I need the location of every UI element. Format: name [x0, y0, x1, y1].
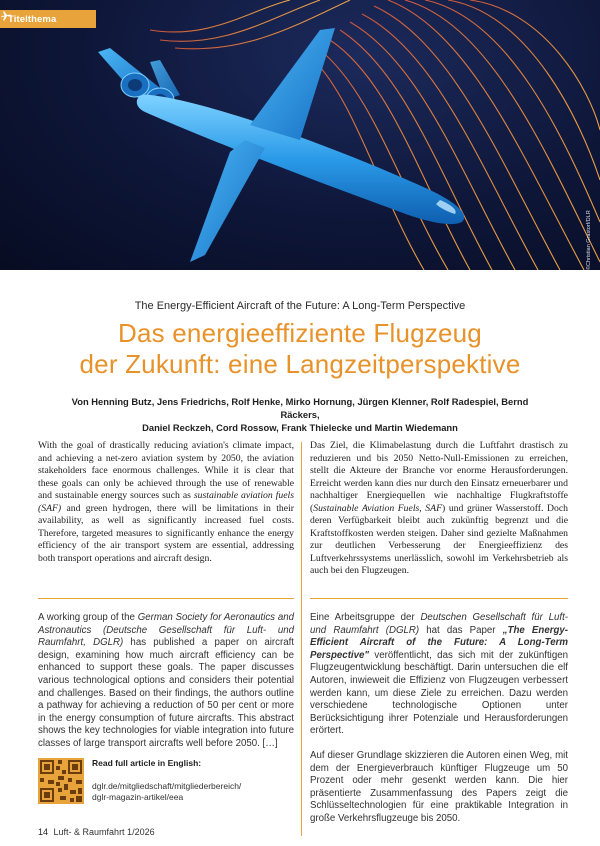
read-full-title: Read full article in English: [92, 758, 202, 768]
body-text-b: has published a paper on aircraft design, examining how much aircraft efficiency can be enhanced to support these goals. The paper discusses various technological options and considers their potential and challenges. Based on their findings, the authors outline a pathway for achieving a reduction of 50 per cent or more in the energy consumption of future aircrafts. This abstract shows the key technologies for viable integration into future classes of large transport aircrafts well before 2050. […] [38, 637, 294, 749]
english-abstract-intro [38, 440, 294, 565]
article-title-line1: Das energieeffiziente Flugzeug [118, 318, 482, 348]
intro-text-b: and green hydrogen, there will be limitations in their availability, as well as significantly increased fuel costs. Therefore, targeted measures to significantly enhance the energy efficiency of the air transport system are essential, addressing both transport operations and aircraft design. [38, 502, 294, 564]
intro-text-a: With the goal of drastically reducing aviation's climate impact, and achieving a net-zero aviation system by 2050, the aviation stakeholders face enormous challenges. While it is clear that these goals can only be achieved through the use of renewable and sustainable energy sources such as [38, 440, 294, 501]
image-credit-text: ©Christian Grastorf/DLR [586, 210, 592, 270]
intro-text-em: sustainable aviation fuels (SAF) [38, 490, 294, 514]
german-abstract-intro [310, 440, 568, 578]
article-authors [60, 395, 540, 434]
page-number: 14 [38, 827, 49, 837]
body-text-em: German Society for Aeronautics and Astronautics (Deutsche Gesellschaft für Luft- und Raumfahrt, DGLR) [38, 612, 295, 649]
de-p1-b: hat das Paper [419, 624, 503, 636]
read-full-link-line1[interactable]: dglr.de/mitgliedschaft/mitgliederbereich/ [92, 781, 242, 791]
de-intro-text-em: Sustainable Aviation Fuels, SAF [313, 502, 442, 514]
german-abstract-p2: Auf dieser Grundlage skizzieren die Autoren einen Weg, mit dem der Energieverbrauch künftiger Flugzeuge um 50 Prozent oder mehr gesenkt werden kann. Die hier präsentierte Zusammenfassung des Papers zeigt die Schlüsseltechnologien für eine praktikable Integration in große Verkehrsflugzeuge bis 2050. [310, 749, 568, 824]
english-abstract-body [38, 612, 294, 751]
column-divider [301, 442, 302, 836]
de-intro-text-b: ) und grüner Wasserstoff. Doch deren Verfügbarkeit bleibt auch zukünftig begrenzt und die Kraftstoffkosten werden steigen. Daher sind gezielte Maßnahmen zur deutlichen Verbesserung der Energieeffizienz des Luftverkehrssystems unerlässlich, sowohl im Verkehrsbetrieb als auch bei den Flugzeugen. [310, 502, 568, 576]
section-tag-label: Titelthema [8, 13, 57, 25]
qr-code[interactable] [38, 758, 84, 804]
section-tag [0, 10, 96, 28]
authors-line1: Von Henning Butz, Jens Friedrichs, Rolf Henke, Mirko Hornung, Jürgen Klenner, Rolf Radespiel, Bernd Räckers, [71, 396, 529, 420]
qr-code-icon [38, 758, 84, 804]
right-column [310, 440, 568, 578]
magazine-issue: Luft- & Raumfahrt 1/2026 [53, 827, 155, 837]
read-full-link-line2[interactable]: dglr-magazin-artikel/eea [92, 792, 184, 802]
left-column-body [38, 612, 294, 751]
article-title [0, 318, 600, 380]
right-column-rule [310, 598, 568, 599]
de-p1-strong: „The Energy-Efficient Aircraft of the Future: A Long-Term Perspective" [310, 624, 569, 661]
body-text-a: A working group of the [38, 612, 138, 623]
image-credit [586, 200, 594, 270]
de-p1-c: veröffentlicht, das sich mit der zukünftigen Flugzeugentwicklung beschäftigt. Darin untersuchen die elf Autoren, inwieweit die Effizienz von Flugzeugen verbessert werden kann, um diese Ziele zu erreichen. Dazu werden verschiedene technologische Optionen unter Berücksichtigung ihrer Potenziale und Herausforderungen erörtert. [310, 649, 568, 737]
hero-image [0, 0, 600, 270]
left-column [38, 440, 294, 565]
read-full-article [92, 758, 292, 803]
de-p1-a: Eine Arbeitsgruppe der [310, 612, 421, 623]
airplane-icon [0, 10, 12, 22]
right-column-body [310, 612, 568, 826]
left-column-rule [38, 598, 294, 599]
read-full-link[interactable] [92, 781, 292, 803]
authors-line2: Daniel Reckzeh, Cord Rossow, Frank Thielecke und Martin Wiedemann [142, 422, 458, 433]
aircraft-illustration [0, 0, 600, 270]
article-kicker: The Energy-Efficient Aircraft of the Future: A Long-Term Perspective [134, 300, 466, 312]
german-abstract-p1 [310, 612, 568, 738]
aircraft-wing-lower [190, 140, 265, 262]
article-title-line2: der Zukunft: eine Langzeitperspektive [79, 349, 521, 379]
de-intro-text-a: Das Ziel, die Klimabelastung durch die Luftfahrt drastisch zu reduzieren und bis 2050 Netto-Null-Emissionen zu erreichen, stellt die Akteure der Branche vor enorme Herausforderungen. Erreicht werden kann dies nur durch den Einsatz erneuerbarer und nachhaltiger Energiequellen wie nachhaltige Flugkraftstoffe ( [310, 440, 568, 514]
page-footer [38, 827, 155, 837]
aircraft-wing-upper [250, 28, 335, 140]
de-p1-em: Deutschen Gesellschaft für Luft- und Raumfahrt (DGLR) [310, 612, 568, 636]
